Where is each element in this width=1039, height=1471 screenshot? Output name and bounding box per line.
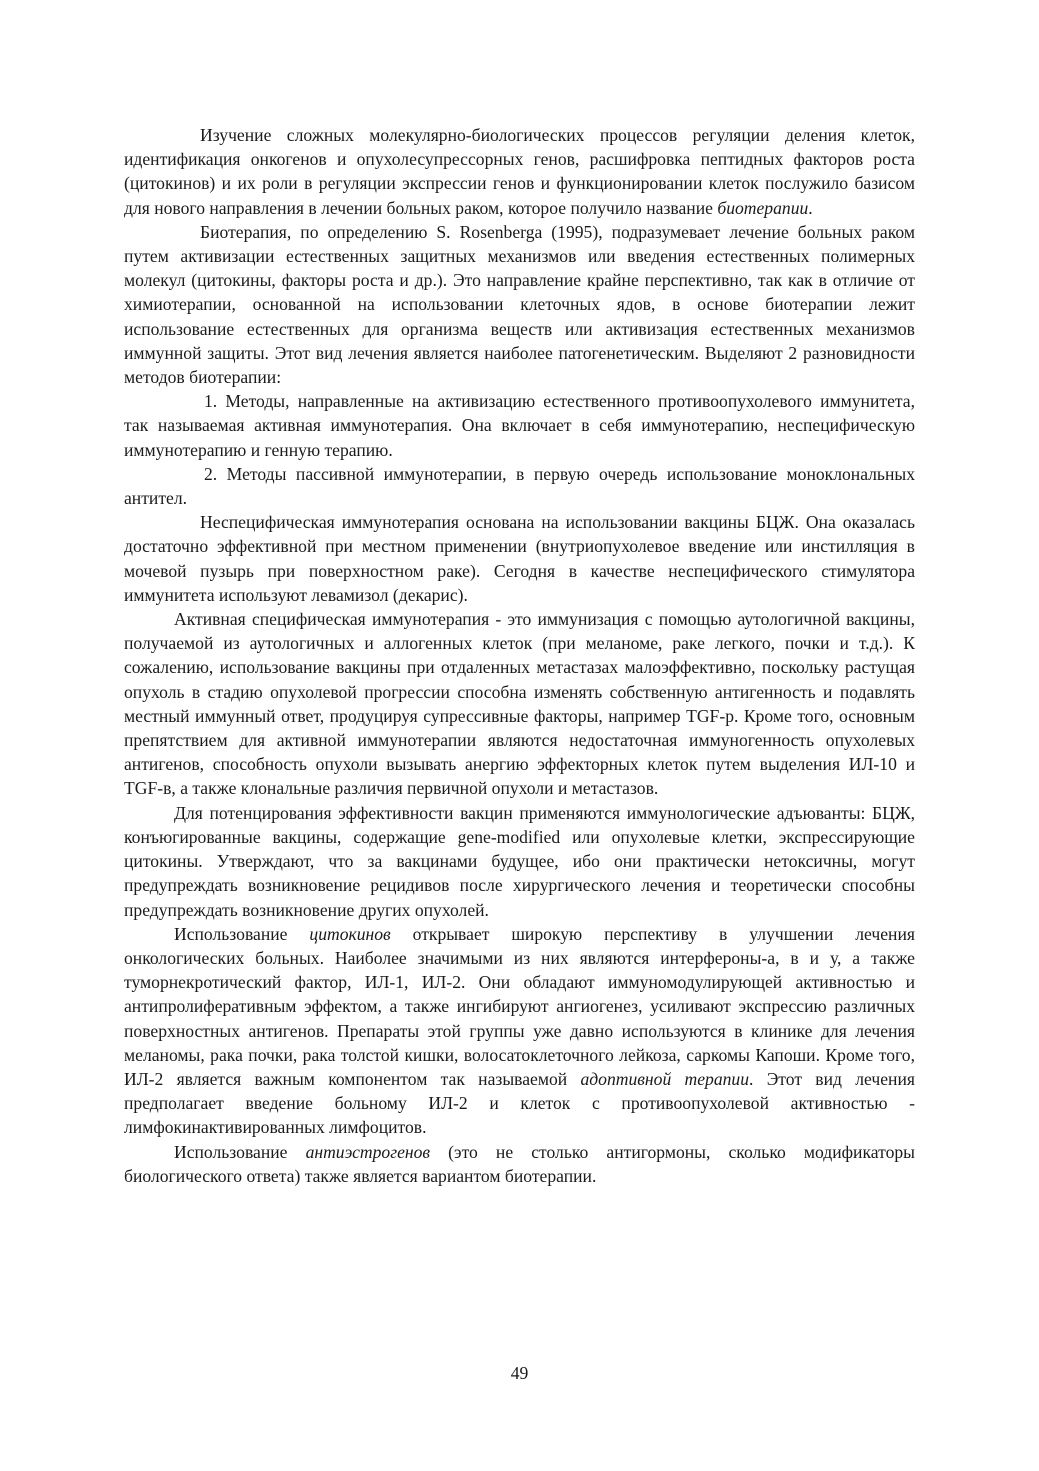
paragraph-cytokines-b: открывает широкую перспективу в улучшении лечения онкологических больных. Наиболее значимыми из них являются интерфероны-а, в и у, а также туморнекротический фактор, ИЛ-1, ИЛ-2. Они обладают иммуномодулирующей активностью и антипролиферативным эффектом, а также ингибируют ангиогенез, усиливают экспрессию различных поверхностных антигенов. Препараты этой группы уже давно используются в клинике для лечения меланомы, рака почки, рака толстой кишки, волосатоклеточного лейкоза, саркомы Капоши. Кроме того, ИЛ-2 является важным компонентом так называемой — [124, 923, 915, 1089]
paragraph-vaccine-adjuvants: Для потенцирования эффективности вакцин применяются иммунологические адъюванты: БЦЖ, конъюгированные вакцины, содержащие gene-modified или опухолевые клетки, экспрессирующие цитокины. Утверждают, что за вакцинами будущее, ибо они практически нетоксичны, могут предупреждать возникновение рецидивов после хирургического лечения и теоретически способны предупреждать возникновение других опухолей. — [124, 802, 915, 920]
paragraph-intro — [124, 123, 915, 220]
paragraph-antiestrogens — [124, 1140, 915, 1188]
page-body — [124, 123, 915, 1188]
term-cytokines: цитокинов — [309, 923, 391, 944]
paragraph-biotherapy-definition: Биотерапия, по определению S. Rosenberga (1995), подразумевает лечение больных раком путем активизации естественных защитных механизмов или введения естественных полимерных молекул (цитокины, факторы роста и др.). Это направление крайне перспективно, так как в отличие от химиотерапии, основанной на использовании клеточных ядов, в основе биотерапии лежит использование естественных для организма веществ или активизация естественных механизмов иммунной защиты. Этот вид лечения является наиболее патогенетическим. Выделяют 2 разновидности методов биотерапии: — [124, 221, 915, 388]
paragraph-cytokines-a: Использование — [174, 923, 310, 944]
term-biotherapy: биотерапии — [717, 197, 809, 218]
paragraph-antiestrogens-b: (это не столько антигормоны, сколько модификаторы биологического ответа) также является вариантом биотерапии. — [124, 1141, 915, 1186]
paragraph-active-specific-immunotherapy: Активная специфическая иммунотерапия - это иммунизация с помощью аутологичной вакцины, получаемой из аутологичных и аллогенных клеток (при меланоме, раке легкого, почки и т.д.). К сожалению, использование вакцины при отдаленных метастазах малоэффективно, поскольку растущая опухоль в стадию опухолевой прогрессии способна изменять собственную антигенность и подавлять местный иммунный ответ, продуцируя супрессивные факторы, например TGF-р. Кроме того, основным препятствием для активной иммунотерапии являются недостаточная иммуногенность опухолевых антигенов, способность опухоли вызывать анергию эффекторных клеток путем выделения ИЛ-10 и TGF-в, а также клональные различия первичной опухоли и метастазов. — [124, 609, 915, 799]
paragraph-nonspecific-immunotherapy: Неспецифическая иммунотерапия основана на использовании вакцины БЦЖ. Она оказалась достаточно эффективной при местном применении (внутриопухолевое введение или инстилляция в мочевой пузырь при поверхностном раке). Сегодня в качестве неспецифического стимулятора иммунитета используют левамизол (декарис). — [124, 512, 915, 605]
paragraph-antiestrogens-a: Использование — [174, 1141, 306, 1162]
term-antiestrogens: антиэстрогенов — [305, 1141, 431, 1162]
list-item-1: 1. Методы, направленные на активизацию естественного противоопухолевого иммунитета, так называемая активная иммунотерапия. Она включает в себя иммунотерапию, неспецифическую иммунотерапию и генную терапию. — [124, 391, 915, 460]
paragraph-cytokines — [124, 922, 915, 1140]
paragraph-intro-text: Изучение сложных молекулярно-биологических процессов регуляции деления клеток, идентификация онкогенов и опухолесупрессорных генов, расшифровка пептидных факторов роста (цитокинов) и их роли в регуляции экспрессии генов и функционировании клеток послужило базисом для нового направления в лечении больных раком, которое получило название — [124, 125, 915, 218]
paragraph-cytokines-c: . Этот вид лечения предполагает введение больному ИЛ-2 и клеток с противоопухолевой активностью - лимфокинактивированных лимфоцитов. — [124, 1068, 915, 1138]
paragraph-intro-tail: . — [808, 197, 813, 218]
term-adoptive-therapy: адоптивной терапии — [580, 1068, 750, 1089]
list-item-2: 2. Методы пассивной иммунотерапии, в первую очередь использование моноклональных антител. — [124, 463, 915, 509]
page-number: 49 — [510, 1363, 529, 1383]
